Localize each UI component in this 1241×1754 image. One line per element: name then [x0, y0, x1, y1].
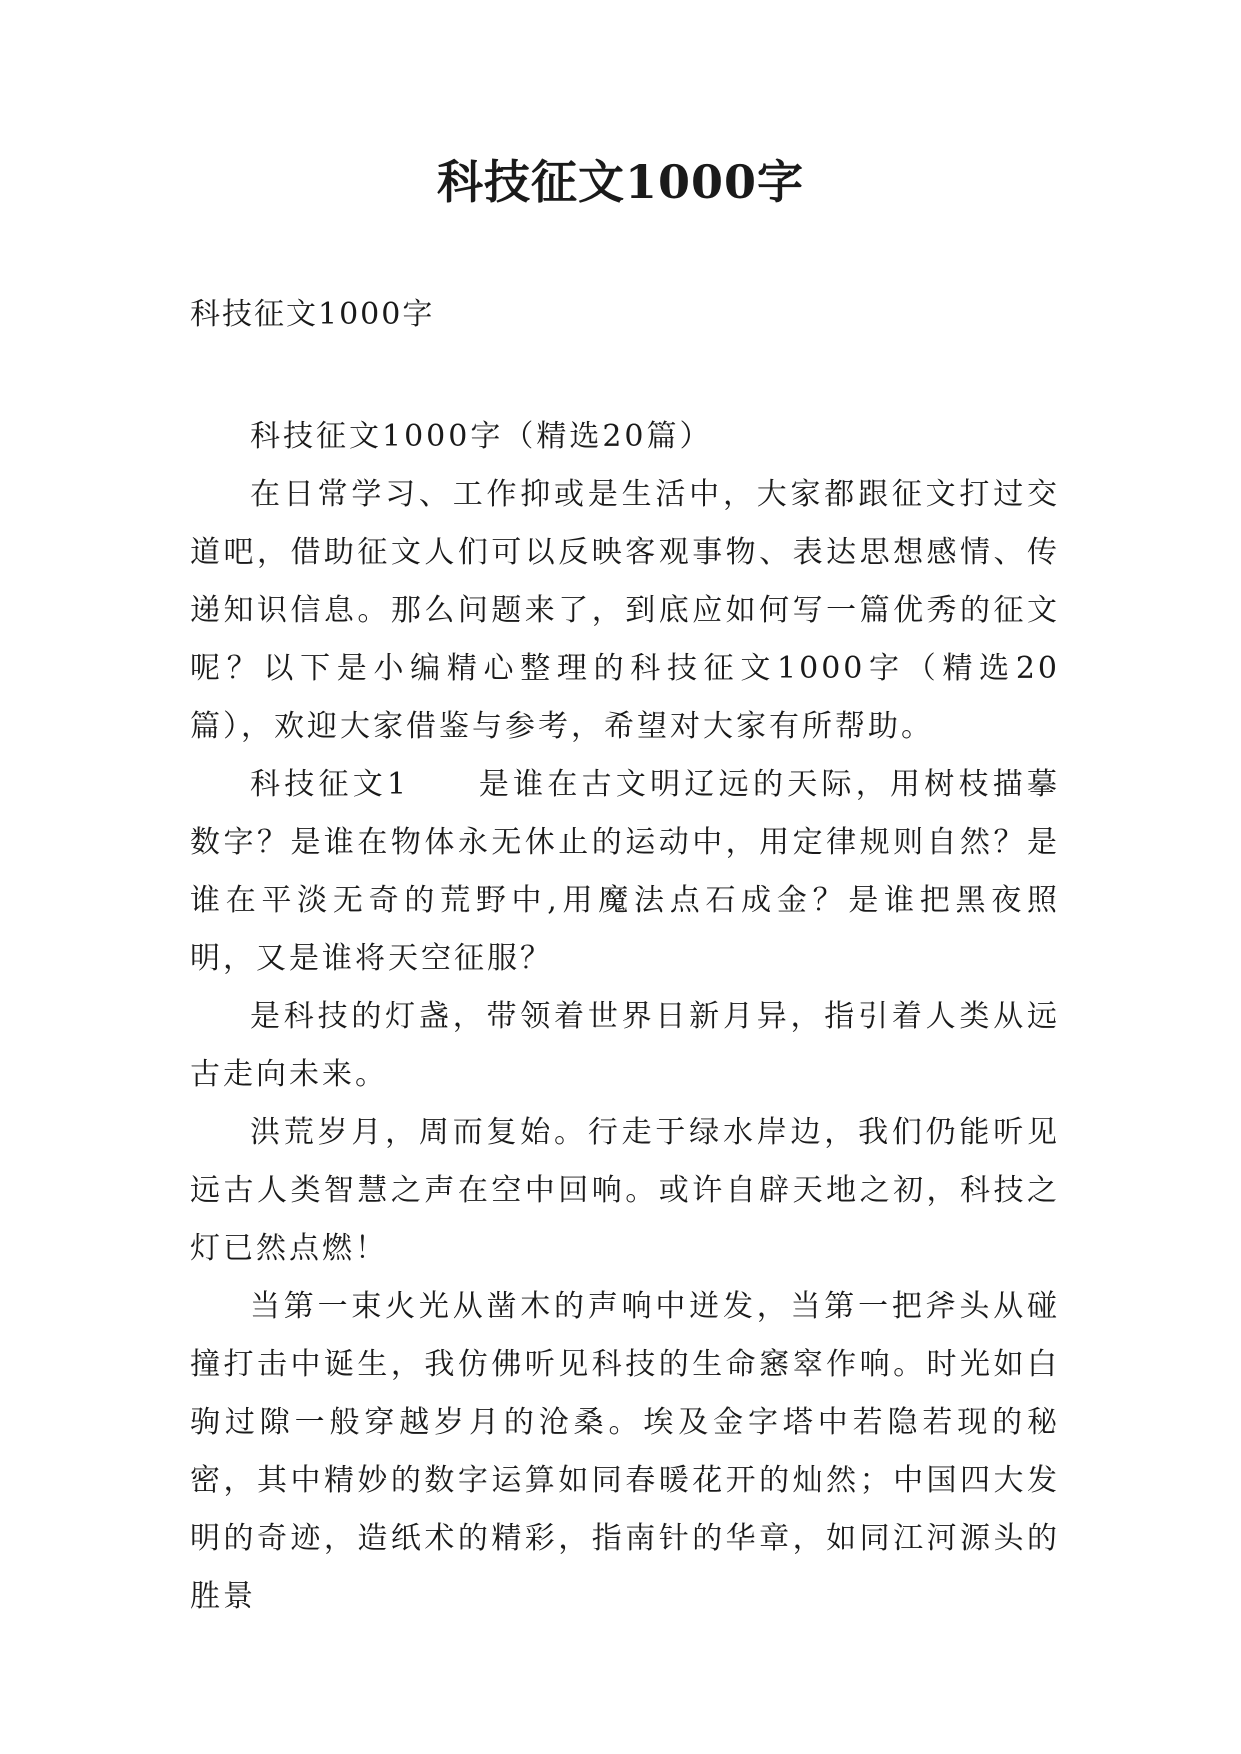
document-subtitle: 科技征文1000字	[190, 297, 435, 332]
paragraph: 在日常学习、工作抑或是生活中，大家都跟征文打过交道吧，借助征文人们可以反映客观事物、表达思想感情、传递知识信息。那么问题来了，到底应如何写一篇优秀的征文呢？以下是小编精心整理的科技征文1000字（精选20篇），欢迎大家借鉴与参考，希望对大家有所帮助。	[190, 477, 1060, 744]
document-body	[190, 408, 1060, 1626]
paragraph: 洪荒岁月，周而复始。行走于绿水岸边，我们仍能听见远古人类智慧之声在空中回响。或许自辟天地之初，科技之灯已然点燃！	[190, 1115, 1060, 1266]
paragraph: 科技征文1 是谁在古文明辽远的天际，用树枝描摹数字？是谁在物体永无休止的运动中，用定律规则自然？是谁在平淡无奇的荒野中,用魔法点石成金？是谁把黑夜照明，又是谁将天空征服？	[190, 767, 1060, 976]
paragraph: 当第一束火光从凿木的声响中迸发，当第一把斧头从碰撞打击中诞生，我仿佛听见科技的生命窸窣作响。时光如白驹过隙一般穿越岁月的沧桑。埃及金字塔中若隐若现的秘密，其中精妙的数字运算如同春暖花开的灿然；中国四大发明的奇迹，造纸术的精彩，指南针的华章，如同江河源头的胜景	[190, 1289, 1060, 1614]
paragraph-heading: 科技征文1000字（精选20篇）	[250, 419, 713, 454]
document-title: 科技征文1000字	[436, 155, 805, 209]
paragraph: 是科技的灯盏，带领着世界日新月异，指引着人类从远古走向未来。	[190, 999, 1060, 1092]
